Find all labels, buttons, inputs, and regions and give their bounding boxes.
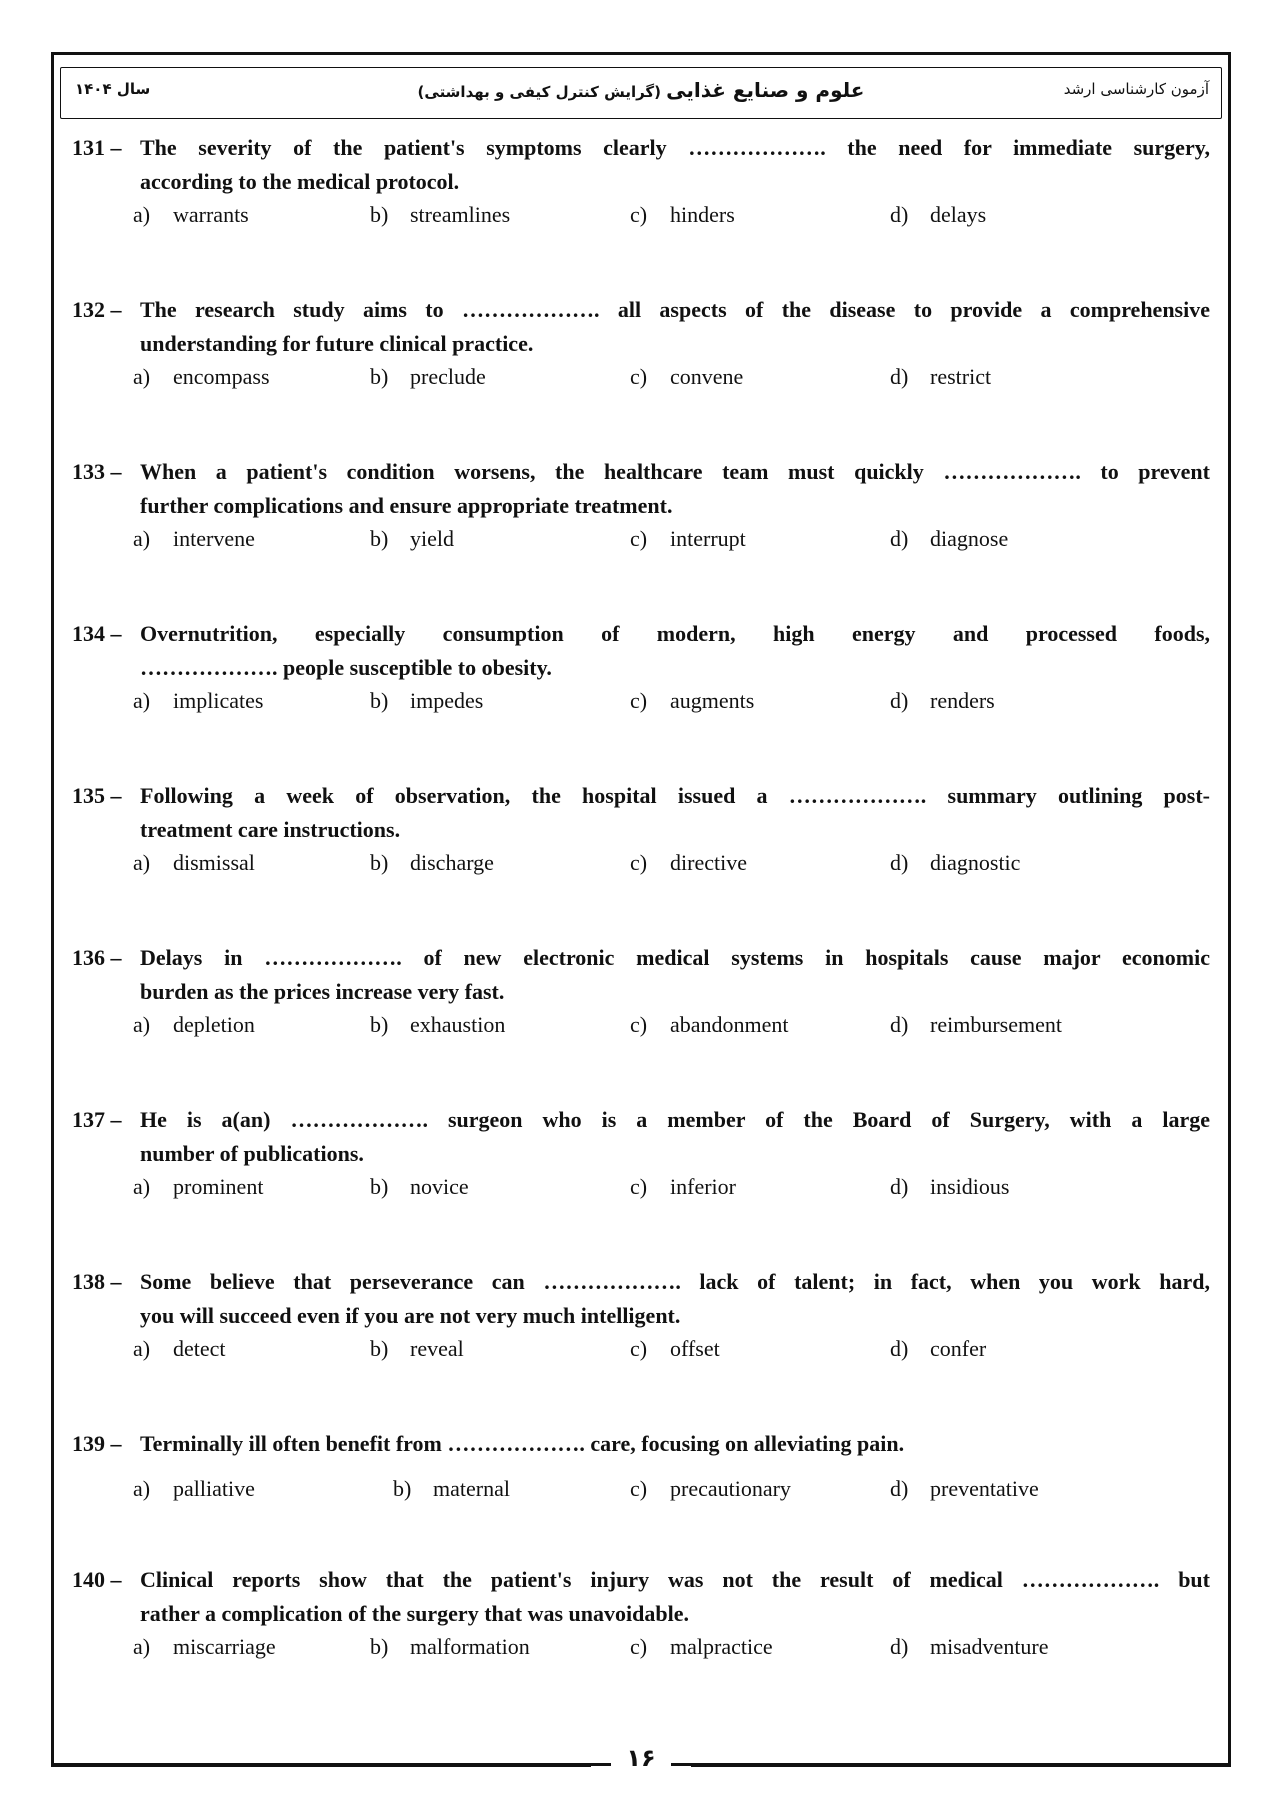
option-text: dismissal — [173, 850, 255, 875]
answer-option[interactable] — [370, 359, 486, 395]
question-item — [72, 776, 1212, 881]
option-label: a) — [133, 1336, 151, 1361]
option-text: misadventure — [930, 1634, 1049, 1659]
answer-option[interactable] — [133, 1629, 276, 1665]
option-text: abandonment — [670, 1012, 789, 1037]
answer-options — [72, 1007, 1212, 1043]
question-text-continued: burden as the prices increase very fast. — [140, 979, 505, 1004]
question-text: Delays in ………………. of new electronic medical systems in hospitals cause major economic — [140, 945, 1210, 970]
answer-option[interactable] — [133, 359, 270, 395]
answer-option[interactable] — [890, 359, 991, 395]
answer-options — [72, 521, 1212, 557]
question-text-continued: rather a complication of the surgery that was unavoidable. — [140, 1601, 689, 1626]
question-stem-line — [72, 128, 1212, 167]
answer-option[interactable] — [370, 197, 510, 233]
option-text: confer — [930, 1336, 987, 1361]
option-label: a) — [133, 526, 151, 551]
option-text: interrupt — [670, 526, 746, 551]
question-number: 134 ‒ — [72, 621, 122, 646]
option-label: a) — [133, 1476, 151, 1501]
question-text: Following a week of observation, the hospital issued a ………………. summary outlining post- — [140, 783, 1210, 808]
option-label: d) — [890, 1012, 909, 1037]
question-text: The research study aims to ………………. all aspects of the disease to provide a comprehensive — [140, 297, 1210, 322]
question-item — [72, 290, 1212, 395]
option-label: c) — [630, 364, 648, 389]
question-stem-line — [72, 1100, 1212, 1139]
answer-option[interactable] — [630, 845, 747, 881]
option-label: d) — [890, 850, 909, 875]
option-text: precautionary — [670, 1476, 791, 1501]
option-text: reimbursement — [930, 1012, 1062, 1037]
option-label: c) — [630, 526, 648, 551]
option-text: delays — [930, 202, 987, 227]
option-label: d) — [890, 526, 909, 551]
answer-option[interactable] — [370, 1629, 530, 1665]
option-label: d) — [890, 364, 909, 389]
option-text: preclude — [410, 364, 486, 389]
option-label: d) — [890, 1174, 909, 1199]
option-text: streamlines — [410, 202, 511, 227]
answer-options — [72, 359, 1212, 395]
option-label: d) — [890, 688, 909, 713]
footer-rule-left — [51, 1764, 591, 1767]
option-text: depletion — [173, 1012, 255, 1037]
option-text: insidious — [930, 1174, 1010, 1199]
question-item — [72, 1560, 1212, 1665]
option-label: c) — [630, 1634, 648, 1659]
answer-option[interactable] — [370, 521, 454, 557]
option-label: b) — [370, 1336, 389, 1361]
option-label: c) — [630, 1336, 648, 1361]
answer-option[interactable] — [133, 521, 255, 557]
option-text: encompass — [173, 364, 270, 389]
answer-option[interactable] — [133, 1007, 255, 1043]
question-item — [72, 128, 1212, 233]
question-item — [72, 452, 1212, 557]
question-text-continued: further complications and ensure appropriate treatment. — [140, 493, 673, 518]
option-text: offset — [670, 1336, 720, 1361]
answer-option[interactable] — [133, 1169, 263, 1205]
option-text: exhaustion — [410, 1012, 506, 1037]
option-text: maternal — [433, 1476, 510, 1501]
answer-option[interactable] — [370, 683, 483, 719]
option-label: b) — [370, 364, 389, 389]
question-stem-line — [72, 1262, 1212, 1301]
option-label: c) — [630, 688, 648, 713]
option-label: c) — [630, 202, 648, 227]
question-number: 139 ‒ — [72, 1431, 122, 1456]
answer-option[interactable] — [890, 1629, 1049, 1665]
option-label: c) — [630, 1476, 648, 1501]
question-text: Some believe that perseverance can ………………. lack of talent; in fact, when you work hard, — [140, 1269, 1210, 1294]
option-label: b) — [370, 688, 389, 713]
answer-options — [72, 197, 1212, 233]
option-text: yield — [410, 526, 454, 551]
option-label: b) — [370, 850, 389, 875]
question-item — [72, 614, 1212, 719]
answer-option[interactable] — [630, 1629, 773, 1665]
question-stem-line — [72, 614, 1212, 653]
question-number: 132 ‒ — [72, 297, 122, 322]
answer-option[interactable] — [890, 1169, 1009, 1205]
answer-options — [72, 683, 1212, 719]
question-stem-line — [72, 1560, 1212, 1599]
question-number: 138 ‒ — [72, 1269, 122, 1294]
option-text: directive — [670, 850, 747, 875]
answer-option[interactable] — [890, 521, 1008, 557]
answer-option[interactable] — [133, 1331, 226, 1367]
answer-options — [72, 845, 1212, 881]
question-number: 137 ‒ — [72, 1107, 122, 1132]
question-item — [72, 1262, 1212, 1367]
option-text: warrants — [173, 202, 249, 227]
question-text-continued: according to the medical protocol. — [140, 169, 460, 194]
subject-subtitle: (گرایش کنترل کیفی و بهداشتی) — [417, 83, 662, 101]
question-item — [72, 1424, 1212, 1507]
answer-option[interactable] — [133, 845, 255, 881]
option-text: novice — [410, 1174, 469, 1199]
answer-option[interactable] — [370, 1331, 464, 1367]
option-label: a) — [133, 1634, 151, 1659]
option-text: preventative — [930, 1476, 1039, 1501]
option-text: miscarriage — [173, 1634, 276, 1659]
option-text: palliative — [173, 1476, 255, 1501]
answer-option[interactable] — [630, 521, 746, 557]
question-text-continued: number of publications. — [140, 1141, 364, 1166]
page-number: ۱۶ — [611, 1744, 671, 1772]
option-text: augments — [670, 688, 755, 713]
option-text: hinders — [670, 202, 735, 227]
option-label: a) — [133, 1012, 151, 1037]
question-stem-line — [72, 776, 1212, 815]
option-text: impedes — [410, 688, 484, 713]
option-label: c) — [630, 1174, 648, 1199]
option-label: d) — [890, 1634, 909, 1659]
option-text: renders — [930, 688, 995, 713]
answer-option[interactable] — [630, 1007, 789, 1043]
answer-option[interactable] — [393, 1471, 510, 1507]
exam-name: آزمون کارشناسی ارشد — [1063, 80, 1209, 98]
question-stem-line — [72, 290, 1212, 329]
question-item — [72, 1100, 1212, 1205]
option-label: b) — [370, 1174, 389, 1199]
question-text-continued: you will succeed even if you are not very much intelligent. — [140, 1303, 681, 1328]
option-label: a) — [133, 850, 151, 875]
option-label: b) — [370, 526, 389, 551]
question-number: 135 ‒ — [72, 783, 122, 808]
question-text: When a patient's condition worsens, the healthcare team must quickly ………………. to prevent — [140, 459, 1210, 484]
option-label: d) — [890, 1476, 909, 1501]
answer-option[interactable] — [630, 1169, 736, 1205]
question-text-continued: treatment care instructions. — [140, 817, 401, 842]
answer-option[interactable] — [630, 683, 754, 719]
answer-option[interactable] — [630, 1331, 720, 1367]
answer-option[interactable] — [133, 197, 249, 233]
answer-option[interactable] — [133, 683, 263, 719]
question-stem-line — [72, 938, 1212, 977]
question-number: 133 ‒ — [72, 459, 122, 484]
option-text: intervene — [173, 526, 255, 551]
question-stem-line — [72, 452, 1212, 491]
question-text: Overnutrition, especially consumption of modern, high energy and processed foods, — [140, 621, 1210, 646]
option-label: c) — [630, 1012, 648, 1037]
answer-option[interactable] — [370, 1007, 505, 1043]
option-label: b) — [370, 202, 389, 227]
answer-options — [72, 1169, 1212, 1205]
answer-option[interactable] — [890, 683, 995, 719]
question-number: 136 ‒ — [72, 945, 122, 970]
answer-option[interactable] — [890, 1331, 986, 1367]
option-label: a) — [133, 688, 151, 713]
question-text-continued: understanding for future clinical practice. — [140, 331, 534, 356]
answer-option[interactable] — [370, 845, 494, 881]
option-label: a) — [133, 364, 151, 389]
option-text: reveal — [410, 1336, 464, 1361]
question-text: He is a(an) ………………. surgeon who is a member of the Board of Surgery, with a large — [140, 1107, 1210, 1132]
option-label: b) — [370, 1634, 389, 1659]
option-text: malformation — [410, 1634, 530, 1659]
answer-option[interactable] — [890, 197, 986, 233]
footer-rule-right — [691, 1764, 1231, 1767]
question-number: 131 ‒ — [72, 135, 122, 160]
option-text: restrict — [930, 364, 992, 389]
exam-year: سال ۱۴۰۴ — [75, 80, 151, 98]
option-text: discharge — [410, 850, 494, 875]
option-label: d) — [890, 202, 909, 227]
option-text: implicates — [173, 688, 264, 713]
answer-option[interactable] — [630, 1471, 791, 1507]
option-text: detect — [173, 1336, 226, 1361]
option-text: convene — [670, 364, 744, 389]
option-text: diagnostic — [930, 850, 1021, 875]
answer-option[interactable] — [890, 845, 1020, 881]
question-text-continued: ………………. people susceptible to obesity. — [140, 655, 552, 680]
answer-options — [72, 1471, 1212, 1507]
question-stem-line — [72, 1424, 1212, 1463]
question-text: Terminally ill often benefit from ………………. care, focusing on alleviating pain. — [140, 1431, 905, 1456]
answer-option[interactable] — [370, 1169, 469, 1205]
question-number: 140 ‒ — [72, 1567, 122, 1592]
answer-option[interactable] — [133, 1471, 255, 1507]
option-text: inferior — [670, 1174, 736, 1199]
subject-title: علوم و صنایع غذایی — [666, 78, 865, 102]
page-header — [60, 67, 1222, 119]
question-item — [72, 938, 1212, 1043]
answer-options — [72, 1629, 1212, 1665]
option-label: c) — [630, 850, 648, 875]
option-label: a) — [133, 202, 151, 227]
answer-option[interactable] — [630, 359, 743, 395]
option-text: diagnose — [930, 526, 1009, 551]
option-text: prominent — [173, 1174, 264, 1199]
answer-options — [72, 1331, 1212, 1367]
option-text: malpractice — [670, 1634, 773, 1659]
question-text: Clinical reports show that the patient's injury was not the result of medical ………………. but — [140, 1567, 1210, 1592]
answer-option[interactable] — [890, 1471, 1039, 1507]
header-title-block — [61, 78, 1221, 102]
answer-option[interactable] — [630, 197, 735, 233]
option-label: d) — [890, 1336, 909, 1361]
option-label: b) — [370, 1012, 389, 1037]
option-label: a) — [133, 1174, 151, 1199]
answer-option[interactable] — [890, 1007, 1062, 1043]
option-label: b) — [393, 1476, 412, 1501]
question-text: The severity of the patient's symptoms clearly ………………. the need for immediate surgery, — [140, 135, 1210, 160]
page-footer — [51, 1744, 1231, 1772]
